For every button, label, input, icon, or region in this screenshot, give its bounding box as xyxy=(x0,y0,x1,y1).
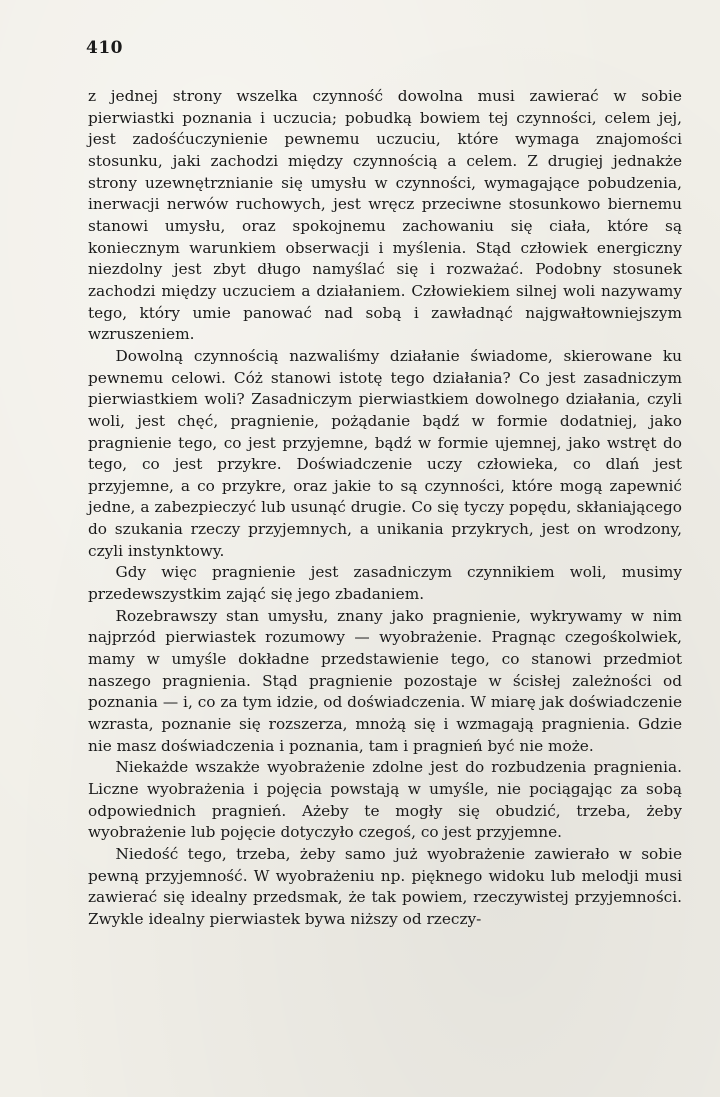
paragraph: Niedość tego, trzeba, żeby samo już wyobrażenie zawierało w sobie pewną przyjemność. W wyobrażeniu np. pięknego widoku lub melodji musi zawierać się idealny przedsmak, że tak powiem, rzeczywistej przyjemności. Zwykle idealny pierwiastek bywa niższy od rzeczy- xyxy=(88,844,682,928)
paragraph: Niekażde wszakże wyobrażenie zdolne jest do rozbudzenia pragnienia. Liczne wyobrażenia i pojęcia powstają w umyśle, nie pociągając za sobą odpowiednich pragnień. Ażeby te mogły się obudzić, trzeba, żeby wyobrażenie lub pojęcie dotyczyło czegoś, co jest przyjemne. xyxy=(88,758,682,842)
paragraph-continuation: z jednej strony wszelka czynność dowolna musi zawierać w sobie pierwiastki poznania i uczucia; pobudką bowiem tej czynności, celem jej, jest zadośćuczynienie pewnemu uczuciu, które wymaga znajomości stosunku, jaki zachodzi między czynnością a celem. Z drugiej jednakże strony uzewnętrznianie się umysłu w czynności, wymagające pobudzenia, inerwacji nerwów ruchowych, jest wręcz przeciwne stosunkowo biernemu stanowi umysłu, oraz spokojnemu zachowaniu się ciała, które są koniecznym warunkiem obserwacji i myślenia. Stąd człowiek energiczny niezdolny jest zbyt długo namyślać się i rozważać. Podobny stosunek zachodzi między uczuciem a działaniem. Człowiekiem silnej woli nazywamy tego, który umie panować nad sobą i zawładnąć najgwałtowniejszym wzruszeniem. xyxy=(88,87,682,344)
paragraph: Dowolną czynnością nazwaliśmy działanie świadome, skierowane ku pewnemu celowi. Cóż stanowi istotę tego działania? Co jest zasadniczym pierwiastkiem woli? Zasadniczym pierwiastkiem dowolnego działania, czyli woli, jest chęć, pragnienie, pożądanie bądź w formie dodatniej, jako pragnienie tego, co jest przyjemne, bądź w formie ujemnej, jako wstręt do tego, co jest przykre. Doświadczenie uczy człowieka, co dlań jest przyjemne, a co przykre, oraz jakie to są czynności, które mogą zapewnić jedne, a zabezpieczyć lub usunąć drugie. Co się tyczy popędu, skłaniającego do szukania rzeczy przyjemnych, a unikania przykrych, jest on wrodzony, czyli instynktowy. xyxy=(88,346,682,560)
paragraph: Gdy więc pragnienie jest zasadniczym czynnikiem woli, musimy przedewszystkim zająć się jego zbadaniem. xyxy=(88,563,682,604)
paragraph: Rozebrawszy stan umysłu, znany jako pragnienie, wykrywamy w nim najprzód pierwiastek rozumowy — wyobrażenie. Pragnąc czegośkolwiek, mamy w umyśle dokładne przedstawienie tego, co stanowi przedmiot naszego pragnienia. Stąd pragnienie pozostaje w ścisłej zależności od poznania — i, co za tym idzie, od doświadczenia. W miarę jak doświadczenie wzrasta, poznanie się rozszerza, mnożą się i wzmagają pragnienia. Gdzie nie masz doświadczenia i poznania, tam i pragnień być nie może. xyxy=(88,606,682,755)
body-text xyxy=(88,86,682,931)
page-number: 410 xyxy=(86,38,123,58)
